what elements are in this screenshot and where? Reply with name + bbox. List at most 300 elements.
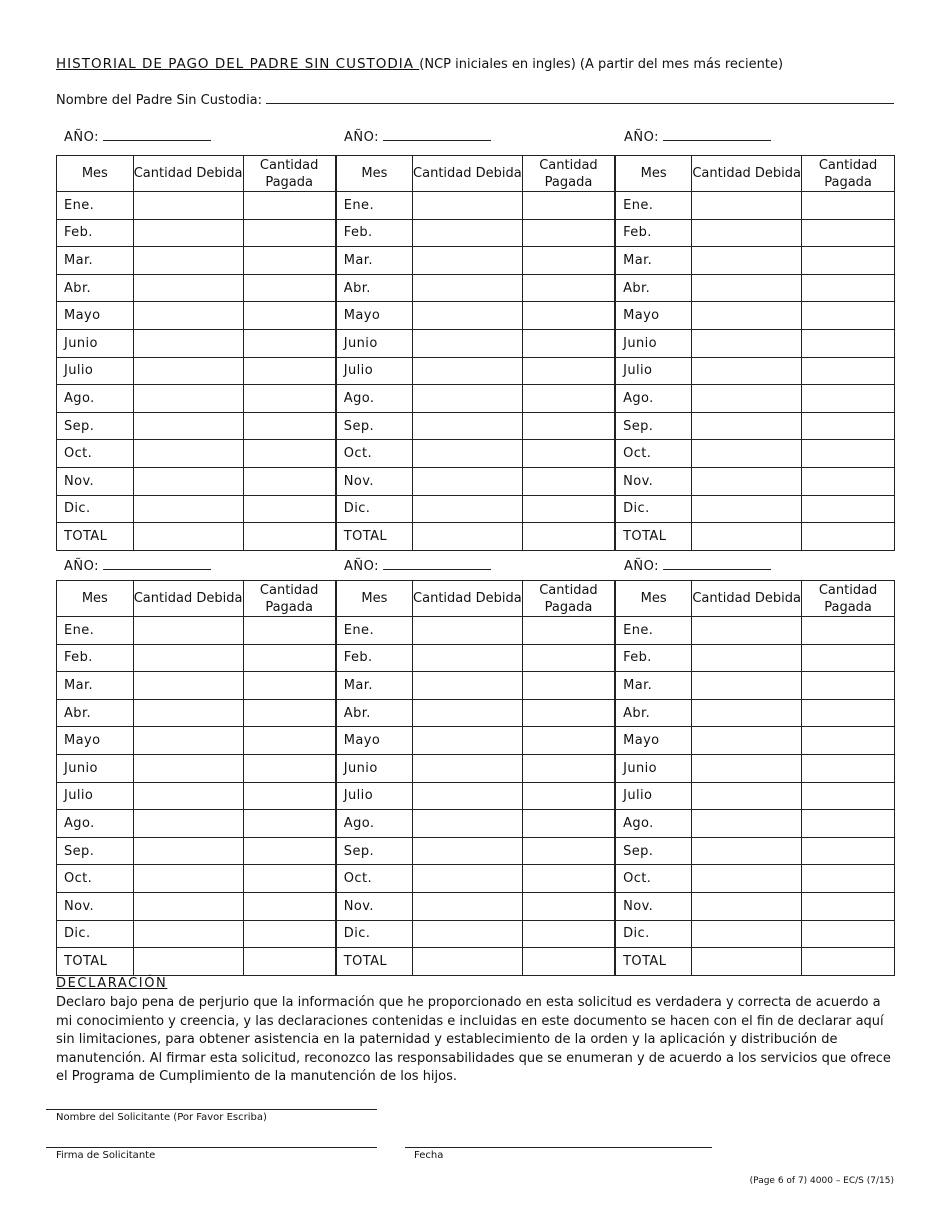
month-label: Julio: [57, 782, 134, 810]
page-footer: (Page 6 of 7) 4000 – EC/S (7/15): [749, 1176, 894, 1186]
ncp-name-field[interactable]: [266, 91, 894, 104]
month-label: Mar.: [336, 672, 413, 700]
year-owed-cell[interactable]: [412, 782, 522, 810]
year-owed-cell[interactable]: [692, 699, 802, 727]
month-label: Abr.: [615, 699, 692, 727]
month-label: Dic.: [57, 920, 134, 948]
year-owed-cell[interactable]: [412, 523, 522, 551]
month-label: Oct.: [57, 865, 134, 893]
year-paid-cell[interactable]: [802, 274, 895, 302]
year-paid-cell[interactable]: [243, 672, 336, 700]
applicant-signature-label: Firma de Solicitante: [56, 1150, 156, 1161]
month-label: Sep.: [57, 837, 134, 865]
year-paid-cell[interactable]: [802, 727, 895, 755]
year-paid-cell[interactable]: [802, 523, 895, 551]
header-paid: Cantidad Pagada: [802, 581, 895, 617]
year-owed-cell[interactable]: [412, 274, 522, 302]
year-paid-cell[interactable]: [243, 247, 336, 275]
year-paid-cell[interactable]: [802, 699, 895, 727]
year-owed-cell[interactable]: [692, 329, 802, 357]
month-label: Ene.: [336, 192, 413, 220]
year-owed-cell[interactable]: [133, 892, 243, 920]
year-owed-cell[interactable]: [692, 385, 802, 413]
year-owed-cell[interactable]: [133, 754, 243, 782]
year-owed-cell[interactable]: [412, 810, 522, 838]
applicant-signature-line[interactable]: [46, 1147, 377, 1148]
year-paid-cell[interactable]: [522, 810, 615, 838]
total-label: TOTAL: [57, 523, 134, 551]
year-owed-cell[interactable]: [692, 920, 802, 948]
header-owed: Cantidad Debida: [133, 156, 243, 192]
header-paid: Cantidad Pagada: [243, 581, 336, 617]
year-owed-cell[interactable]: [692, 727, 802, 755]
year-paid-cell[interactable]: [522, 302, 615, 330]
month-label: Ene.: [615, 617, 692, 645]
year-paid-cell[interactable]: [522, 495, 615, 523]
form-title: [56, 56, 783, 72]
year-paid-cell[interactable]: [522, 523, 615, 551]
year-paid-cell[interactable]: [802, 672, 895, 700]
month-label: Abr.: [615, 274, 692, 302]
month-label: Sep.: [336, 837, 413, 865]
month-label: Julio: [615, 782, 692, 810]
table-row: [57, 810, 895, 838]
year-paid-cell[interactable]: [243, 782, 336, 810]
year-paid-cell[interactable]: [802, 810, 895, 838]
year-paid-cell[interactable]: [522, 274, 615, 302]
table-row: [57, 948, 895, 976]
month-label: Feb.: [336, 219, 413, 247]
month-label: Ago.: [57, 810, 134, 838]
table-row: [57, 617, 895, 645]
year-field-2[interactable]: [383, 128, 491, 141]
year-paid-cell[interactable]: [522, 865, 615, 893]
year-paid-cell[interactable]: [243, 302, 336, 330]
year-owed-cell[interactable]: [133, 357, 243, 385]
year-owed-cell[interactable]: [133, 219, 243, 247]
year-owed-cell[interactable]: [133, 467, 243, 495]
year-field-6[interactable]: [663, 557, 771, 570]
year-owed-cell[interactable]: [692, 892, 802, 920]
year-field-1[interactable]: [103, 128, 211, 141]
year-paid-cell[interactable]: [522, 920, 615, 948]
year-owed-cell[interactable]: [412, 699, 522, 727]
year-paid-cell[interactable]: [802, 192, 895, 220]
year-paid-cell[interactable]: [243, 412, 336, 440]
total-label: TOTAL: [336, 948, 413, 976]
month-label: Junio: [336, 754, 413, 782]
year-owed-cell[interactable]: [412, 644, 522, 672]
table-row: [57, 440, 895, 468]
year-field-4[interactable]: [103, 557, 211, 570]
year-paid-cell[interactable]: [522, 467, 615, 495]
header-month: Mes: [336, 156, 413, 192]
declaration-heading: DECLARACIÓN: [56, 976, 168, 991]
year-owed-cell[interactable]: [692, 782, 802, 810]
table-row: [57, 412, 895, 440]
month-label: Dic.: [336, 495, 413, 523]
year-owed-cell[interactable]: [133, 247, 243, 275]
year-paid-cell[interactable]: [243, 357, 336, 385]
month-label: Feb.: [336, 644, 413, 672]
month-label: Mayo: [336, 727, 413, 755]
year-owed-cell[interactable]: [692, 440, 802, 468]
month-label: Abr.: [336, 699, 413, 727]
month-label: Nov.: [57, 467, 134, 495]
year-owed-cell[interactable]: [692, 192, 802, 220]
year-owed-cell[interactable]: [412, 754, 522, 782]
month-label: Junio: [615, 329, 692, 357]
year-owed-cell[interactable]: [412, 865, 522, 893]
year-paid-cell[interactable]: [802, 302, 895, 330]
table-row: [57, 782, 895, 810]
year-paid-cell[interactable]: [802, 754, 895, 782]
month-label: Julio: [615, 357, 692, 385]
month-label: Ago.: [615, 810, 692, 838]
year-owed-cell[interactable]: [412, 385, 522, 413]
year-paid-cell[interactable]: [802, 357, 895, 385]
year-owed-cell[interactable]: [692, 412, 802, 440]
year-paid-cell[interactable]: [522, 837, 615, 865]
ncp-name-row: [56, 91, 894, 108]
table-row: [57, 329, 895, 357]
year-label-text: AÑO:: [344, 559, 380, 574]
table-row: [57, 699, 895, 727]
year-label-2: [344, 128, 491, 145]
year-paid-cell[interactable]: [522, 727, 615, 755]
table-row: [57, 672, 895, 700]
year-label-text: AÑO:: [344, 130, 380, 145]
year-owed-cell[interactable]: [692, 837, 802, 865]
year-paid-cell[interactable]: [243, 754, 336, 782]
year-paid-cell[interactable]: [522, 754, 615, 782]
month-label: Mayo: [57, 302, 134, 330]
year-owed-cell[interactable]: [412, 467, 522, 495]
ncp-name-label: Nombre del Padre Sin Custodia:: [56, 93, 263, 108]
year-owed-cell[interactable]: [412, 192, 522, 220]
month-label: Mar.: [336, 247, 413, 275]
year-label-text: AÑO:: [64, 130, 100, 145]
month-label: Dic.: [615, 920, 692, 948]
year-paid-cell[interactable]: [802, 329, 895, 357]
year-owed-cell[interactable]: [692, 357, 802, 385]
table-row: [57, 192, 895, 220]
year-owed-cell[interactable]: [133, 192, 243, 220]
year-label-4: [64, 557, 211, 574]
date-label: Fecha: [414, 1150, 444, 1161]
year-owed-cell[interactable]: [412, 837, 522, 865]
month-label: Ago.: [336, 810, 413, 838]
year-owed-cell[interactable]: [692, 302, 802, 330]
year-paid-cell[interactable]: [802, 644, 895, 672]
year-owed-cell[interactable]: [692, 754, 802, 782]
year-label-text: AÑO:: [64, 559, 100, 574]
month-label: Mar.: [57, 672, 134, 700]
table-row: [57, 754, 895, 782]
year-owed-cell[interactable]: [692, 617, 802, 645]
month-label: Ago.: [615, 385, 692, 413]
header-paid: Cantidad Pagada: [243, 156, 336, 192]
year-owed-cell[interactable]: [692, 948, 802, 976]
month-label: Junio: [336, 329, 413, 357]
year-owed-cell[interactable]: [412, 672, 522, 700]
month-label: Sep.: [615, 837, 692, 865]
year-paid-cell[interactable]: [802, 837, 895, 865]
header-owed: Cantidad Debida: [133, 581, 243, 617]
month-label: Dic.: [336, 920, 413, 948]
applicant-name-label: Nombre del Solicitante (Por Favor Escriba): [56, 1112, 267, 1123]
year-owed-cell[interactable]: [133, 644, 243, 672]
month-label: Oct.: [336, 865, 413, 893]
month-label: Dic.: [57, 495, 134, 523]
year-paid-cell[interactable]: [243, 274, 336, 302]
month-label: Oct.: [57, 440, 134, 468]
year-owed-cell[interactable]: [133, 865, 243, 893]
year-label-6: [624, 557, 771, 574]
year-owed-cell[interactable]: [692, 274, 802, 302]
year-paid-cell[interactable]: [802, 440, 895, 468]
header-owed: Cantidad Debida: [412, 156, 522, 192]
year-owed-cell[interactable]: [412, 617, 522, 645]
applicant-name-line[interactable]: [46, 1109, 377, 1110]
header-month: Mes: [57, 156, 134, 192]
year-paid-cell[interactable]: [522, 617, 615, 645]
table-row: [57, 302, 895, 330]
year-paid-cell[interactable]: [802, 782, 895, 810]
year-paid-cell[interactable]: [243, 192, 336, 220]
year-label-3: [624, 128, 771, 145]
year-owed-cell[interactable]: [133, 727, 243, 755]
payment-table-1: [56, 155, 895, 551]
table-row: [57, 892, 895, 920]
year-paid-cell[interactable]: [522, 412, 615, 440]
header-paid: Cantidad Pagada: [522, 581, 615, 617]
date-line[interactable]: [405, 1147, 712, 1148]
month-label: Ene.: [336, 617, 413, 645]
year-owed-cell[interactable]: [692, 219, 802, 247]
month-label: Nov.: [336, 892, 413, 920]
year-owed-cell[interactable]: [412, 920, 522, 948]
year-paid-cell[interactable]: [522, 644, 615, 672]
year-owed-cell[interactable]: [133, 302, 243, 330]
year-owed-cell[interactable]: [692, 467, 802, 495]
year-owed-cell[interactable]: [133, 920, 243, 948]
table-row: [57, 644, 895, 672]
year-paid-cell[interactable]: [522, 385, 615, 413]
header-month: Mes: [615, 156, 692, 192]
year-owed-cell[interactable]: [133, 837, 243, 865]
year-owed-cell[interactable]: [412, 495, 522, 523]
month-label: Abr.: [57, 699, 134, 727]
year-owed-cell[interactable]: [133, 412, 243, 440]
year-paid-cell[interactable]: [243, 440, 336, 468]
year-paid-cell[interactable]: [802, 920, 895, 948]
month-label: Mar.: [615, 247, 692, 275]
year-paid-cell[interactable]: [802, 892, 895, 920]
table-row: [57, 247, 895, 275]
year-owed-cell[interactable]: [412, 892, 522, 920]
year-owed-cell[interactable]: [133, 699, 243, 727]
table-row: [57, 837, 895, 865]
month-label: Ago.: [57, 385, 134, 413]
month-label: Ene.: [57, 192, 134, 220]
form-title-main: HISTORIAL DE PAGO DEL PADRE SIN CUSTODIA: [56, 56, 420, 72]
header-paid: Cantidad Pagada: [802, 156, 895, 192]
year-paid-cell[interactable]: [522, 440, 615, 468]
header-paid: Cantidad Pagada: [522, 156, 615, 192]
year-label-text: AÑO:: [624, 559, 660, 574]
year-paid-cell[interactable]: [522, 329, 615, 357]
year-paid-cell[interactable]: [522, 357, 615, 385]
year-owed-cell[interactable]: [412, 727, 522, 755]
month-label: Julio: [57, 357, 134, 385]
year-owed-cell[interactable]: [133, 523, 243, 551]
month-label: Feb.: [615, 644, 692, 672]
header-month: Mes: [336, 581, 413, 617]
year-paid-cell[interactable]: [802, 247, 895, 275]
header-owed: Cantidad Debida: [692, 581, 802, 617]
year-paid-cell[interactable]: [243, 699, 336, 727]
year-paid-cell[interactable]: [243, 892, 336, 920]
table-row: [57, 920, 895, 948]
year-paid-cell[interactable]: [243, 467, 336, 495]
month-label: Sep.: [615, 412, 692, 440]
year-paid-cell[interactable]: [243, 727, 336, 755]
month-label: Sep.: [57, 412, 134, 440]
month-label: Mayo: [336, 302, 413, 330]
year-paid-cell[interactable]: [802, 865, 895, 893]
year-field-3[interactable]: [663, 128, 771, 141]
year-owed-cell[interactable]: [412, 219, 522, 247]
year-owed-cell[interactable]: [133, 495, 243, 523]
month-label: Dic.: [615, 495, 692, 523]
year-owed-cell[interactable]: [412, 357, 522, 385]
table-row: [57, 274, 895, 302]
year-paid-cell[interactable]: [243, 329, 336, 357]
year-owed-cell[interactable]: [133, 782, 243, 810]
year-paid-cell[interactable]: [243, 865, 336, 893]
year-paid-cell[interactable]: [522, 948, 615, 976]
year-paid-cell[interactable]: [522, 672, 615, 700]
year-paid-cell[interactable]: [243, 948, 336, 976]
table-row: [57, 385, 895, 413]
month-label: Mar.: [615, 672, 692, 700]
year-owed-cell[interactable]: [133, 440, 243, 468]
table-row: [57, 495, 895, 523]
year-paid-cell[interactable]: [802, 385, 895, 413]
total-label: TOTAL: [615, 523, 692, 551]
year-paid-cell[interactable]: [243, 644, 336, 672]
year-owed-cell[interactable]: [692, 644, 802, 672]
year-owed-cell[interactable]: [133, 672, 243, 700]
year-paid-cell[interactable]: [522, 782, 615, 810]
month-label: Sep.: [336, 412, 413, 440]
year-owed-cell[interactable]: [133, 617, 243, 645]
total-label: TOTAL: [57, 948, 134, 976]
year-paid-cell[interactable]: [243, 810, 336, 838]
year-owed-cell[interactable]: [133, 274, 243, 302]
month-label: Mayo: [57, 727, 134, 755]
month-label: Abr.: [336, 274, 413, 302]
table-row: [57, 727, 895, 755]
month-label: Oct.: [615, 865, 692, 893]
year-paid-cell[interactable]: [802, 467, 895, 495]
total-label: TOTAL: [336, 523, 413, 551]
year-owed-cell[interactable]: [692, 247, 802, 275]
year-owed-cell[interactable]: [133, 329, 243, 357]
year-owed-cell[interactable]: [692, 672, 802, 700]
form-title-note: (NCP iniciales en ingles) (A partir del mes más reciente): [419, 57, 784, 72]
header-owed: Cantidad Debida: [412, 581, 522, 617]
year-paid-cell[interactable]: [243, 219, 336, 247]
year-paid-cell[interactable]: [802, 495, 895, 523]
year-owed-cell[interactable]: [692, 523, 802, 551]
year-paid-cell[interactable]: [522, 247, 615, 275]
year-paid-cell[interactable]: [802, 219, 895, 247]
year-owed-cell[interactable]: [692, 810, 802, 838]
month-label: Junio: [57, 754, 134, 782]
header-owed: Cantidad Debida: [692, 156, 802, 192]
year-field-5[interactable]: [383, 557, 491, 570]
year-paid-cell[interactable]: [522, 892, 615, 920]
month-label: Nov.: [57, 892, 134, 920]
table-row: [57, 219, 895, 247]
year-owed-cell[interactable]: [412, 302, 522, 330]
year-owed-cell[interactable]: [412, 412, 522, 440]
header-month: Mes: [615, 581, 692, 617]
month-label: Junio: [615, 754, 692, 782]
year-paid-cell[interactable]: [802, 617, 895, 645]
month-label: Ene.: [615, 192, 692, 220]
year-owed-cell[interactable]: [412, 440, 522, 468]
year-label-text: AÑO:: [624, 130, 660, 145]
year-paid-cell[interactable]: [522, 192, 615, 220]
table-row: [57, 523, 895, 551]
year-paid-cell[interactable]: [243, 837, 336, 865]
year-paid-cell[interactable]: [522, 699, 615, 727]
year-paid-cell[interactable]: [243, 385, 336, 413]
month-label: Julio: [336, 357, 413, 385]
year-owed-cell[interactable]: [692, 495, 802, 523]
month-label: Nov.: [336, 467, 413, 495]
year-paid-cell[interactable]: [522, 219, 615, 247]
month-label: Feb.: [615, 219, 692, 247]
year-paid-cell[interactable]: [243, 920, 336, 948]
year-paid-cell[interactable]: [243, 523, 336, 551]
year-label-1: [64, 128, 211, 145]
year-owed-cell[interactable]: [412, 948, 522, 976]
month-label: Mayo: [615, 727, 692, 755]
year-owed-cell[interactable]: [412, 247, 522, 275]
header-month: Mes: [57, 581, 134, 617]
year-owed-cell[interactable]: [133, 948, 243, 976]
declaration-text: Declaro bajo pena de perjurio que la información que he proporcionado en esta solicitud es verdadera y correcta de acuerdo a mi conocimiento y creencia, y las declaraciones contenidas e incluidas en este documento se hacen con el fin de declarar aquí sin limitaciones, para obtener asistencia en la paternidad y establecimiento de la orden y la aplicación y distribución de manutención. Al firmar esta solicitud, reconozco las responsabilidades que se enumeran y de acuerdo a los servicios que ofrece el Programa de Cumplimiento de la manutención de los hijos.: [56, 995, 891, 1084]
year-paid-cell[interactable]: [802, 948, 895, 976]
year-owed-cell[interactable]: [412, 329, 522, 357]
year-owed-cell[interactable]: [133, 385, 243, 413]
month-label: Nov.: [615, 892, 692, 920]
year-paid-cell[interactable]: [802, 412, 895, 440]
year-owed-cell[interactable]: [133, 810, 243, 838]
year-label-5: [344, 557, 491, 574]
year-paid-cell[interactable]: [243, 617, 336, 645]
year-paid-cell[interactable]: [243, 495, 336, 523]
month-label: Oct.: [615, 440, 692, 468]
month-label: Feb.: [57, 644, 134, 672]
month-label: Ago.: [336, 385, 413, 413]
year-owed-cell[interactable]: [692, 865, 802, 893]
table-row: [57, 357, 895, 385]
